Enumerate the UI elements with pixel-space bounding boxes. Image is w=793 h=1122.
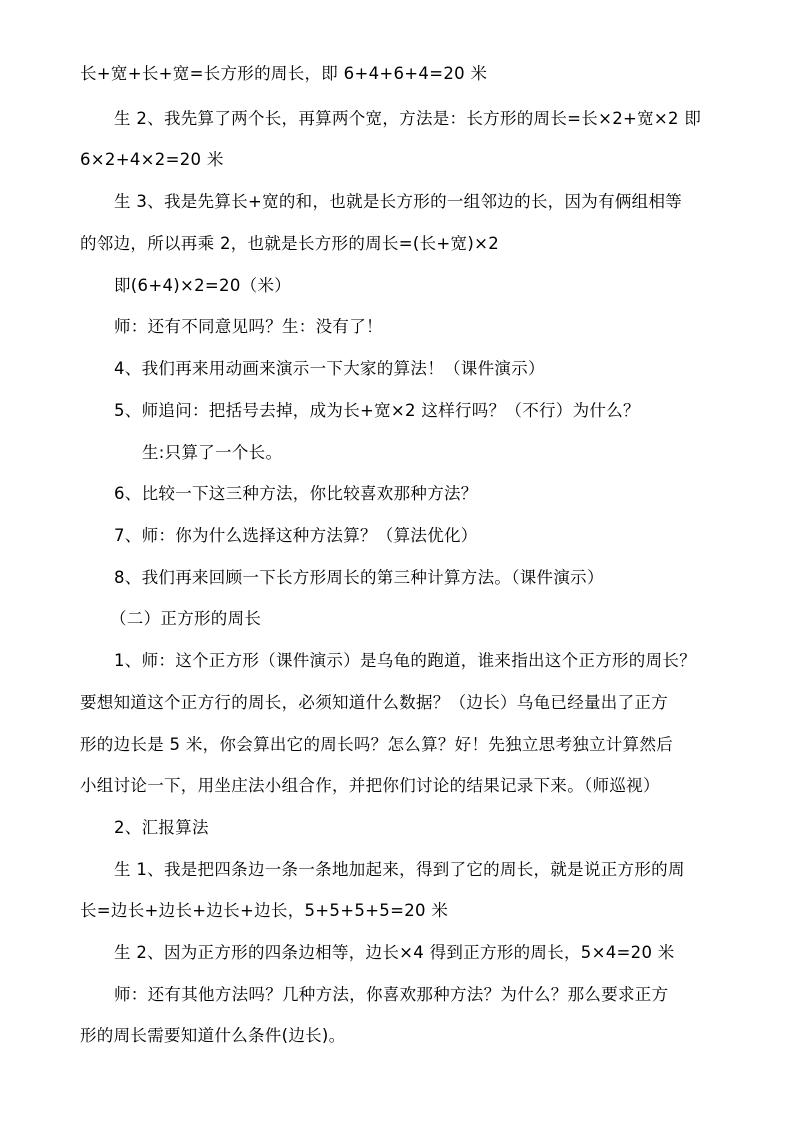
text-line: 6×2+4×2=20 米 (80, 150, 224, 169)
text-line: 形的边长是 5 米，你会算出它的周长吗？怎么算？好！先独立思考独立计算然后 (80, 735, 674, 754)
text-line: 生 3、我是先算长+宽的和，也就是长方形的一组邻边的长，因为有俩组相等 (114, 192, 683, 211)
text-line: 生:只算了一个长。 (142, 443, 283, 462)
text-line: 8、我们再来回顾一下长方形周长的第三种计算方法。（课件演示） (114, 568, 604, 587)
text-line: 师：还有其他方法吗？几种方法，你喜欢那种方法？为什么？那么要求正方 (114, 985, 669, 1004)
text-line: 即(6+4)×2=20（米） (114, 276, 292, 295)
text-line: 6、比较一下这三种方法，你比较喜欢那种方法？ (114, 484, 478, 503)
text-line: 长=边长+边长+边长+边长，5+5+5+5=20 米 (80, 901, 449, 920)
text-line: 生 2、我先算了两个长，再算两个宽，方法是：长方形的周长=长×2+宽×2 即 (114, 109, 702, 128)
text-line: 生 1、我是把四条边一条一条地加起来，得到了它的周长，就是说正方形的周 (114, 860, 685, 879)
section-heading: （二）正方形的周长 (110, 609, 262, 628)
text-line: 小组讨论一下，用坐庄法小组合作，并把你们讨论的结果记录下来。（师巡视） (80, 776, 660, 795)
text-line: 4、我们再来用动画来演示一下大家的算法！（课件演示） (114, 359, 545, 378)
text-line: 7、师：你为什么选择这种方法算？（算法优化） (114, 526, 478, 545)
text-line: 要想知道这个正方行的周长，必须知道什么数据？（边长）乌龟已经量出了正方 (80, 693, 668, 712)
text-line: 生 2、因为正方形的四条边相等，边长×4 得到正方形的周长，5×4=20 米 (114, 943, 675, 962)
text-line: 长+宽+长+宽=长方形的周长，即 6+4+6+4=20 米 (80, 64, 488, 83)
text-line: 的邻边，所以再乘 2，也就是长方形的周长=(长+宽)×2 (80, 234, 499, 253)
text-line: 1、师：这个正方形（课件演示）是乌龟的跑道，谁来指出这个正方形的周长？ (114, 651, 696, 670)
text-line: 形的周长需要知道什么条件(边长)。 (80, 1026, 346, 1045)
text-line: 师：还有不同意见吗？生：没有了！ (114, 317, 383, 336)
text-line: 5、师追问：把括号去掉，成为长+宽×2 这样行吗？（不行）为什么？ (114, 401, 640, 420)
text-line: 2、汇报算法 (114, 818, 209, 837)
